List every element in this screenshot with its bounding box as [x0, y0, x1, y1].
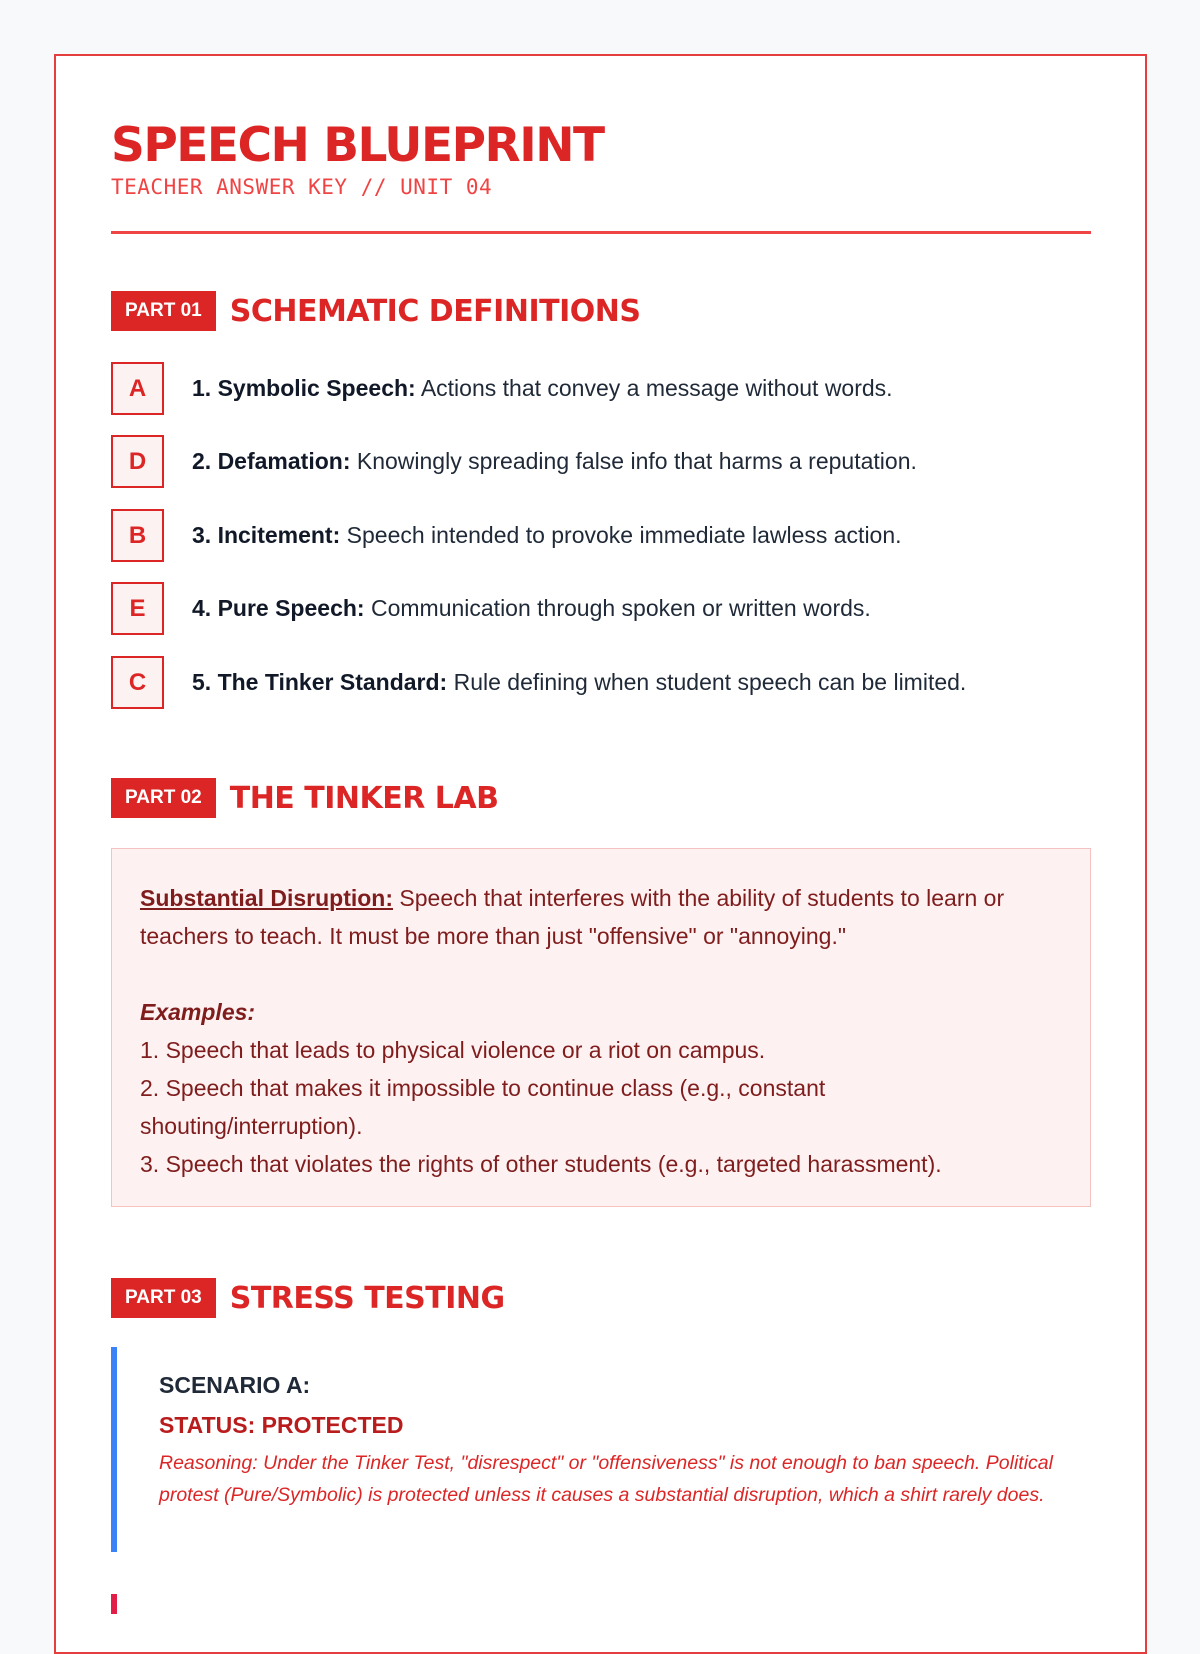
answer-letter: A [111, 362, 164, 415]
examples-label: Examples: [140, 999, 256, 1025]
section-title: STRESS TESTING [229, 1280, 505, 1316]
tinker-lab-box [111, 848, 1091, 1207]
part-01-header [111, 291, 640, 331]
scenario-status: STATUS: PROTECTED [159, 1412, 404, 1438]
term: 2. Defamation: [192, 448, 351, 474]
scenario-label: SCENARIO A: [159, 1372, 311, 1398]
answer-key-card [54, 54, 1147, 1654]
section-title: THE TINKER LAB [229, 780, 499, 816]
term: 4. Pure Speech: [192, 595, 365, 621]
answer-letter: C [111, 656, 164, 709]
scenario-reasoning: Reasoning: Under the Tinker Test, "disrespect" or "offensiveness" is not enough to ban speech. Political protest (Pure/Symbolic) is protected unless it causes a substantial disruption, which a shirt rarely does. [159, 1452, 1053, 1506]
definition: Knowingly spreading false info that harms a reputation. [350, 448, 917, 474]
term: Substantial Disruption: [140, 885, 393, 911]
definition-item [111, 582, 871, 635]
definition-item [111, 435, 917, 488]
part-02-header [111, 778, 498, 818]
definition: Communication through spoken or written words. [364, 595, 871, 621]
answer-letter: E [111, 582, 164, 635]
definition-item [111, 362, 893, 415]
part-badge: PART 01 [111, 291, 216, 331]
example: 2. Speech that makes it impossible to continue class (e.g., constant shouting/interruption). [140, 1075, 826, 1139]
definition: Speech that interferes with the ability of students to learn or teachers to teach. It must be more than just "offensive" or "annoying." [140, 885, 1005, 949]
scenario-a [111, 1347, 1091, 1552]
answer-letter: D [111, 435, 164, 488]
page-title: SPEECH BLUEPRINT [111, 118, 604, 173]
definition: Actions that convey a message without words. [415, 375, 893, 401]
part-badge: PART 03 [111, 1278, 216, 1318]
term: 5. The Tinker Standard: [192, 669, 448, 695]
part-03-header [111, 1278, 505, 1318]
term: 3. Incitement: [192, 522, 341, 548]
example: 3. Speech that violates the rights of other students (e.g., targeted harassment). [140, 1151, 942, 1177]
definition-item [111, 656, 966, 709]
term: 1. Symbolic Speech: [192, 375, 416, 401]
example: 1. Speech that leads to physical violence or a riot on campus. [140, 1037, 766, 1063]
definition: Speech intended to provoke immediate lawless action. [340, 522, 902, 548]
definition-item [111, 509, 902, 562]
page-subtitle: TEACHER ANSWER KEY // UNIT 04 [111, 175, 493, 199]
answer-letter: B [111, 509, 164, 562]
section-title: SCHEMATIC DEFINITIONS [229, 293, 641, 329]
part-badge: PART 02 [111, 778, 216, 818]
header-divider [111, 231, 1091, 234]
definition: Rule defining when student speech can be limited. [447, 669, 967, 695]
next-scenario-accent-bar [111, 1594, 117, 1614]
